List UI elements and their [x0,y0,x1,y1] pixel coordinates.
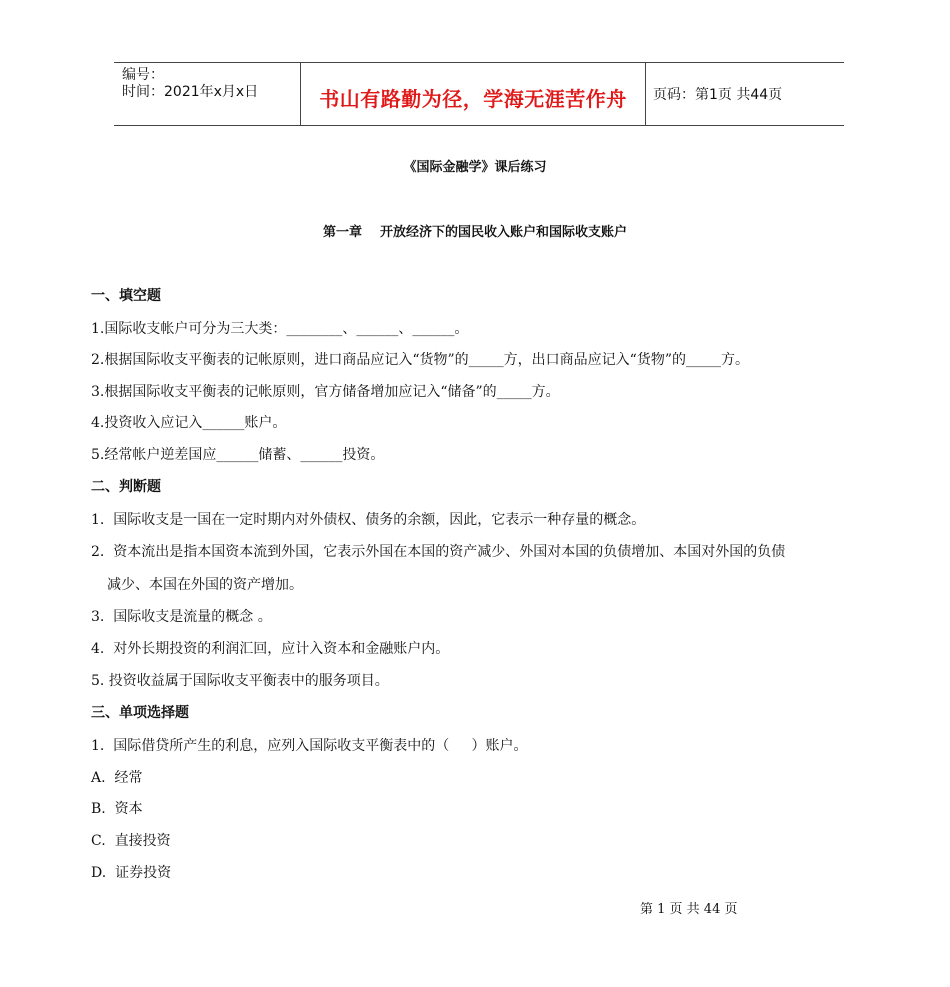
header-left-cell [114,63,300,125]
question-line: 2. 资本流出是指本国资本流到外国，它表示外国在本国的资产减少、外国对本国的负债增加、本国对外国的负债 [91,544,786,560]
header-page-number: 页码：第1页 共44页 [653,87,783,103]
section-heading-true-false: 二、判断题 [91,479,161,495]
page-header [114,62,844,126]
question-line: 5.经常帐户逆差国应______储蓄、______投资。 [91,447,385,463]
section-heading-single-choice: 三、单项选择题 [91,705,189,721]
question-line-continued: 减少、本国在外国的资产增加。 [107,577,303,593]
question-line: 1. 国际借贷所产生的利息，应列入国际收支平衡表中的（ ）账户。 [91,738,528,754]
choice-option-a: A. 经常 [91,770,143,786]
choice-option-c: C. 直接投资 [91,833,171,849]
question-line: 4.投资收入应记入______账户。 [91,415,287,431]
document-title: 《国际金融学》课后练习 [403,160,547,175]
question-line: 1. 国际收支是一国在一定时期内对外债权、债务的余额，因此，它表示一种存量的概念。 [91,512,646,528]
chapter-title: 第一章 开放经济下的国民收入账户和国际收支账户 [322,225,628,240]
question-line: 5. 投资收益属于国际收支平衡表中的服务项目。 [91,673,389,689]
question-line: 4. 对外长期投资的利润汇回，应计入资本和金融账户内。 [91,641,450,657]
section-heading-fill-blank: 一、填空题 [91,288,161,304]
question-line: 2.根据国际收支平衡表的记帐原则，进口商品应记入“货物”的_____方，出口商品应记入“货物”的_____方。 [91,352,749,368]
question-line: 3. 国际收支是流量的概念 。 [91,609,272,625]
header-motto-cell [300,63,646,125]
page-footer: 第 1 页 共 44 页 [640,902,738,917]
question-line: 3.根据国际收支平衡表的记帐原则，官方储备增加应记入“储备”的_____方。 [91,384,560,400]
choice-option-d: D. 证券投资 [91,865,172,881]
question-line: 1.国际收支帐户可分为三大类：________、______、______。 [91,321,469,337]
motto: 书山有路勤为径，学海无涯苦作舟 [319,87,627,111]
header-right-cell [645,63,844,125]
document-number-label: 编号： [122,67,164,83]
document-time-label: 时间：2021年x月x日 [122,84,259,100]
choice-option-b: B. 资本 [91,801,143,817]
